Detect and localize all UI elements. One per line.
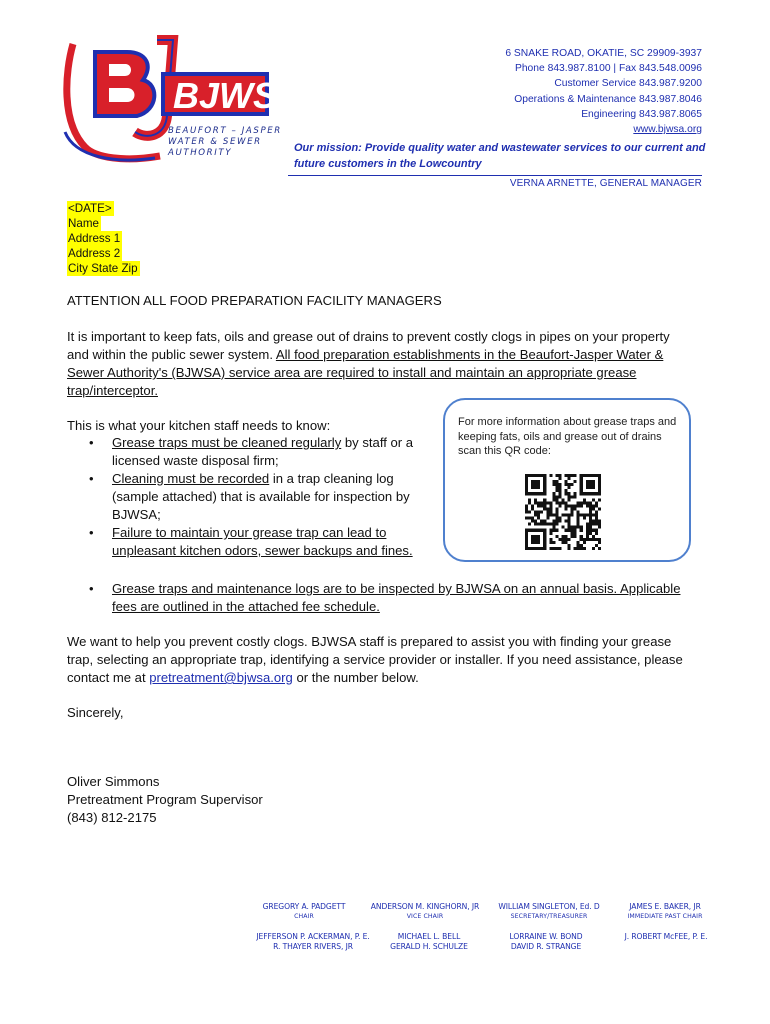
board-member (246, 902, 362, 920)
signer-phone: (843) 812-2175 (67, 810, 157, 825)
intro-paragraph (67, 328, 687, 400)
board-member (370, 932, 488, 951)
qr-info-text: For more information about grease traps and keeping fats, oils and grease out of drains scan this QR code: (458, 416, 677, 458)
board-member (246, 932, 380, 951)
contact-address: 6 SNAKE ROAD, OKATIE, SC 29909-3937 (505, 48, 702, 59)
bullet-item (67, 434, 432, 470)
board-title: VICE CHAIR (406, 913, 444, 920)
bullet-item (67, 524, 432, 560)
contact-engineering: Engineering 843.987.8065 (581, 108, 702, 120)
board-member (610, 932, 722, 941)
contact-operations: Operations & Maintenance 843.987.8046 (514, 93, 702, 105)
board-name: JEFFERSON P. ACKERMAN, P. E. (256, 932, 370, 941)
contact-block (505, 46, 702, 137)
staff-bullets (67, 434, 432, 560)
bullet-item (67, 470, 432, 524)
closing: Sincerely, (67, 705, 124, 720)
address2-placeholder: Address 2 (68, 247, 121, 260)
board-member (490, 932, 602, 951)
board-name: J. ROBERT McFEE, P. E. (624, 932, 708, 941)
board-title: SECRETARY/TREASURER (510, 913, 588, 920)
board-name: ANDERSON M. KINGHORN, JR (370, 902, 480, 911)
bullet-emphasis: Cleaning must be recorded (112, 471, 270, 486)
address1-placeholder: Address 1 (68, 232, 121, 245)
board-member (610, 902, 720, 920)
intro-requirement: All food preparation establishments in the Beaufort-Jasper Water & Sewer Authority's (BJWSA) service area are required to install and maintain an appropriate grease trap/interceptor. (67, 347, 664, 398)
bullet-text: in a trap cleaning log (sample attached) that is available for inspection by BJWSA; (112, 471, 410, 522)
bullet-item (67, 580, 707, 616)
city-placeholder: City State Zip (68, 262, 138, 275)
assistance-paragraph (67, 633, 697, 687)
inspection-bullet (67, 580, 707, 616)
bullet-emphasis: Grease traps and maintenance logs are to be inspected by BJWSA on an annual basis. Applicable fees are outlined in the attached fee schedule. (112, 581, 681, 614)
date-placeholder: <DATE> (68, 202, 112, 215)
bullet-text: by staff or a licensed waste disposal firm; (112, 435, 414, 468)
assistance-text-end: or the number below. (292, 670, 419, 685)
signer-title: Pretreatment Program Supervisor (67, 792, 263, 807)
board-member (362, 902, 488, 920)
board-name: MICHAEL L. BELL (397, 932, 461, 941)
general-manager: VERNA ARNETTE, GENERAL MANAGER (509, 178, 702, 189)
logo-tagline-1: BEAUFORT – JASPER (168, 126, 282, 136)
name-placeholder: Name (68, 217, 99, 230)
bullet-emphasis: Failure to maintain your grease trap can lead to unpleasant kitchen odors, sewer backups and fines. (112, 525, 413, 558)
assistance-text: We want to help you prevent costly clogs. BJWSA staff is prepared to assist you with finding your grease trap, selecting an appropriate trap, identifying a service provider or installer. If you need assistance, please contact me at (67, 634, 683, 685)
header-divider (288, 175, 702, 176)
contact-customer-service: Customer Service 843.987.9200 (554, 78, 702, 90)
logo-wordmark: BJWSA (173, 75, 304, 116)
recipient-block (67, 201, 140, 276)
contact-phone: Phone 843.987.8100 | Fax 843.548.0096 (514, 63, 702, 75)
website-link[interactable]: www.bjwsa.org (633, 124, 702, 136)
board-member (490, 902, 608, 920)
staff-heading: This is what your kitchen staff needs to know: (67, 418, 331, 433)
board-name: R. THAYER RIVERS, JR (273, 942, 353, 951)
intro-text: It is important to keep fats, oils and grease out of drains to prevent costly clogs in pipes on your property and within the public sewer system. (67, 329, 670, 362)
logo-tagline-3: AUTHORITY (168, 148, 233, 158)
board-title: CHAIR (294, 913, 314, 920)
board-name: JAMES E. BAKER, JR (629, 902, 701, 911)
board-title: IMMEDIATE PAST CHAIR (627, 913, 703, 920)
board-name: GREGORY A. PADGETT (262, 902, 346, 911)
board-name: DAVID R. STRANGE (510, 942, 582, 951)
email-link[interactable]: pretreatment@bjwsa.org (149, 670, 293, 685)
board-name: WILLIAM SINGLETON, Ed. D (498, 902, 600, 911)
bullet-emphasis: Grease traps must be cleaned regularly (112, 435, 342, 450)
board-name: LORRAINE W. BOND (509, 932, 583, 941)
signer-name: Oliver Simmons (67, 774, 160, 789)
logo-tagline-2: WATER & SEWER (168, 137, 262, 147)
qr-code-icon[interactable] (525, 474, 601, 550)
signature-block (67, 773, 263, 827)
board-name: GERALD H. SCHULZE (390, 942, 468, 951)
attention-line: ATTENTION ALL FOOD PREPARATION FACILITY MANAGERS (67, 293, 442, 308)
mission-statement: Our mission: Provide quality water and wastewater services to our current and future customers in the Lowcountry (294, 142, 706, 170)
